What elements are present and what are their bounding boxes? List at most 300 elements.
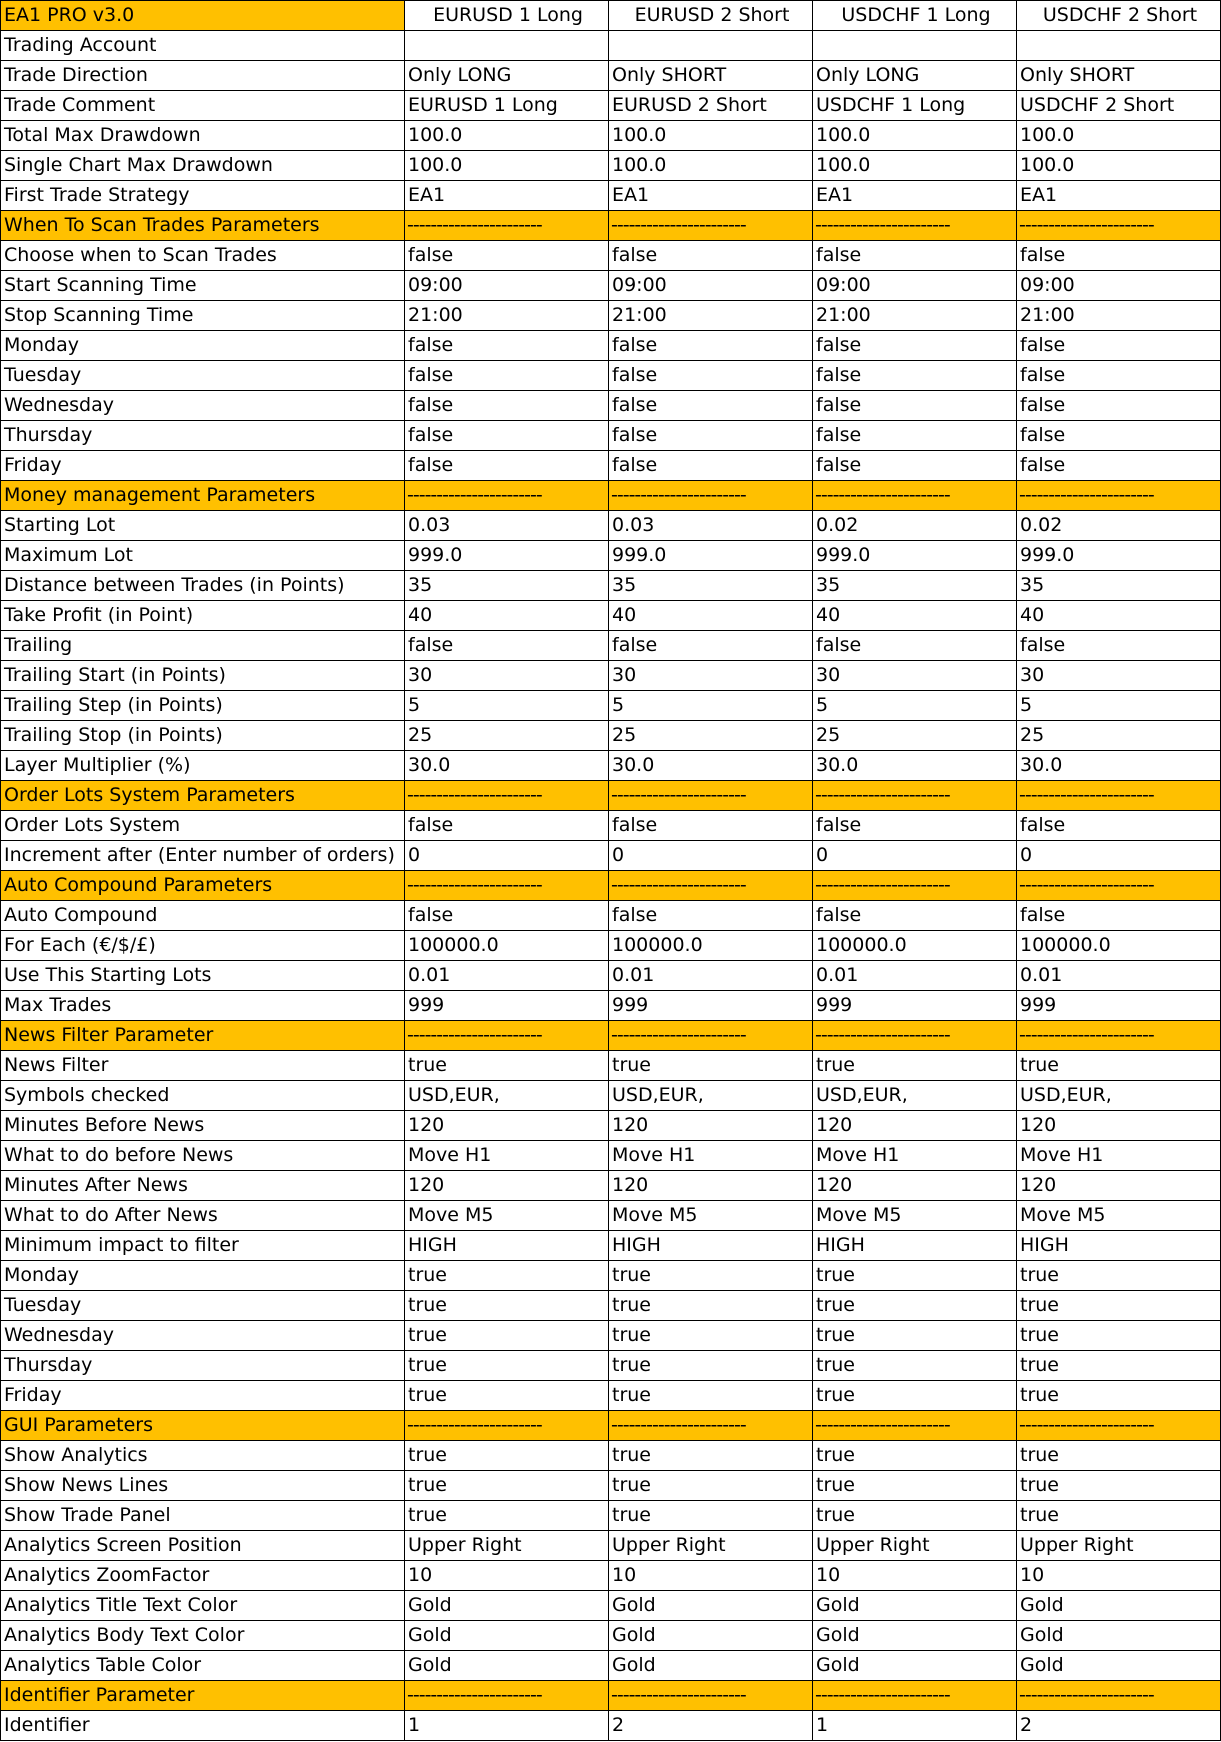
value-cell[interactable]: true <box>609 1351 813 1381</box>
value-cell[interactable]: 120 <box>1017 1171 1221 1201</box>
table-row <box>1 1531 1221 1561</box>
row-label[interactable]: Wednesday <box>1 391 405 421</box>
value-cell[interactable]: Gold <box>405 1651 609 1681</box>
value-cell[interactable]: EURUSD 2 Short <box>609 91 813 121</box>
value-cell[interactable]: 100.0 <box>405 151 609 181</box>
row-label[interactable]: Minutes Before News <box>1 1111 405 1141</box>
value-cell[interactable]: 21:00 <box>609 301 813 331</box>
row-label[interactable]: Analytics Title Text Color <box>1 1591 405 1621</box>
section-divider-cell[interactable]: ----------------------- <box>1017 781 1221 811</box>
value-cell[interactable]: true <box>405 1471 609 1501</box>
section-title[interactable]: When To Scan Trades Parameters <box>1 211 405 241</box>
sheet-title[interactable]: EA1 PRO v3.0 <box>1 1 405 31</box>
row-label[interactable]: Starting Lot <box>1 511 405 541</box>
value-cell[interactable]: 100000.0 <box>1017 931 1221 961</box>
section-divider-cell[interactable]: ----------------------- <box>405 1411 609 1441</box>
value-cell[interactable]: false <box>609 331 813 361</box>
row-label[interactable]: Thursday <box>1 421 405 451</box>
row-label[interactable]: Show Trade Panel <box>1 1501 405 1531</box>
row-label[interactable]: Show Analytics <box>1 1441 405 1471</box>
row-label[interactable]: First Trade Strategy <box>1 181 405 211</box>
value-cell[interactable]: 09:00 <box>1017 271 1221 301</box>
value-cell[interactable]: 2 <box>609 1711 813 1741</box>
value-cell[interactable]: 100000.0 <box>813 931 1017 961</box>
value-cell[interactable]: 30 <box>405 661 609 691</box>
value-cell[interactable]: 0 <box>405 841 609 871</box>
value-cell[interactable]: true <box>1017 1321 1221 1351</box>
value-cell[interactable]: false <box>813 331 1017 361</box>
row-label[interactable]: Choose when to Scan Trades <box>1 241 405 271</box>
section-divider-cell[interactable]: ----------------------- <box>609 211 813 241</box>
value-cell[interactable]: Upper Right <box>405 1531 609 1561</box>
value-cell[interactable]: 35 <box>405 571 609 601</box>
value-cell[interactable]: false <box>1017 451 1221 481</box>
row-label[interactable]: Start Scanning Time <box>1 271 405 301</box>
value-cell[interactable]: Gold <box>1017 1621 1221 1651</box>
value-cell[interactable]: 40 <box>609 601 813 631</box>
value-cell[interactable]: 100.0 <box>609 121 813 151</box>
value-cell[interactable]: false <box>405 331 609 361</box>
value-cell[interactable]: 999 <box>1017 991 1221 1021</box>
value-cell[interactable]: 0 <box>1017 841 1221 871</box>
value-cell[interactable]: false <box>609 901 813 931</box>
value-cell[interactable]: USD,EUR, <box>1017 1081 1221 1111</box>
value-cell[interactable]: 120 <box>1017 1111 1221 1141</box>
value-cell[interactable]: false <box>405 811 609 841</box>
value-cell[interactable]: 100000.0 <box>405 931 609 961</box>
row-label[interactable]: Trade Comment <box>1 91 405 121</box>
value-cell[interactable]: Gold <box>609 1591 813 1621</box>
column-header[interactable]: USDCHF 2 Short <box>1017 1 1221 31</box>
value-cell[interactable]: false <box>813 421 1017 451</box>
value-cell[interactable]: true <box>609 1261 813 1291</box>
value-cell[interactable]: true <box>609 1501 813 1531</box>
row-label[interactable]: Identifier <box>1 1711 405 1741</box>
row-label[interactable]: Order Lots System <box>1 811 405 841</box>
value-cell[interactable]: 30 <box>609 661 813 691</box>
value-cell[interactable]: false <box>1017 391 1221 421</box>
section-divider-cell[interactable]: ----------------------- <box>1017 1021 1221 1051</box>
value-cell[interactable]: true <box>609 1381 813 1411</box>
value-cell[interactable]: 5 <box>813 691 1017 721</box>
value-cell[interactable]: 09:00 <box>813 271 1017 301</box>
table-row <box>1 1201 1221 1231</box>
table-row <box>1 1651 1221 1681</box>
value-cell[interactable]: HIGH <box>609 1231 813 1261</box>
value-cell[interactable]: true <box>405 1381 609 1411</box>
value-cell[interactable]: 35 <box>609 571 813 601</box>
row-label[interactable]: Increment after (Enter number of orders) <box>1 841 405 871</box>
value-cell[interactable]: 100.0 <box>609 151 813 181</box>
section-row <box>1 1681 1221 1711</box>
value-cell[interactable]: USD,EUR, <box>609 1081 813 1111</box>
row-label[interactable]: Total Max Drawdown <box>1 121 405 151</box>
row-label[interactable]: Trailing <box>1 631 405 661</box>
section-divider-cell[interactable]: ----------------------- <box>1017 1681 1221 1711</box>
value-cell[interactable]: 25 <box>405 721 609 751</box>
section-title[interactable]: Money management Parameters <box>1 481 405 511</box>
value-cell[interactable]: false <box>813 361 1017 391</box>
value-cell[interactable]: true <box>813 1381 1017 1411</box>
value-cell[interactable]: EA1 <box>813 181 1017 211</box>
value-cell[interactable]: 100.0 <box>813 121 1017 151</box>
value-cell[interactable]: 40 <box>813 601 1017 631</box>
value-cell[interactable]: false <box>405 421 609 451</box>
value-cell[interactable]: 999 <box>609 991 813 1021</box>
value-cell[interactable]: EURUSD 1 Long <box>405 91 609 121</box>
row-label[interactable]: Wednesday <box>1 1321 405 1351</box>
section-divider-cell[interactable]: ----------------------- <box>1017 1411 1221 1441</box>
value-cell[interactable]: false <box>813 391 1017 421</box>
value-cell[interactable]: Move M5 <box>1017 1201 1221 1231</box>
value-cell[interactable]: 0.01 <box>813 961 1017 991</box>
value-cell[interactable]: false <box>813 631 1017 661</box>
row-label[interactable]: Analytics Body Text Color <box>1 1621 405 1651</box>
section-title[interactable]: Identifier Parameter <box>1 1681 405 1711</box>
value-cell[interactable]: Gold <box>1017 1651 1221 1681</box>
row-label[interactable]: Symbols checked <box>1 1081 405 1111</box>
row-label[interactable]: For Each (€/$/£) <box>1 931 405 961</box>
value-cell[interactable]: true <box>405 1321 609 1351</box>
section-divider-cell[interactable]: ----------------------- <box>405 481 609 511</box>
section-divider-cell[interactable]: ----------------------- <box>609 1411 813 1441</box>
value-cell[interactable]: false <box>609 391 813 421</box>
value-cell[interactable]: 1 <box>405 1711 609 1741</box>
value-cell[interactable]: true <box>1017 1351 1221 1381</box>
section-divider-cell[interactable]: ----------------------- <box>405 1021 609 1051</box>
value-cell[interactable]: true <box>1017 1261 1221 1291</box>
value-cell[interactable]: false <box>813 241 1017 271</box>
value-cell[interactable]: true <box>405 1351 609 1381</box>
value-cell[interactable]: Gold <box>813 1591 1017 1621</box>
value-cell[interactable]: true <box>813 1471 1017 1501</box>
value-cell[interactable]: 09:00 <box>405 271 609 301</box>
value-cell[interactable]: true <box>813 1501 1017 1531</box>
section-divider-cell[interactable]: ----------------------- <box>813 1021 1017 1051</box>
value-cell[interactable]: 5 <box>405 691 609 721</box>
row-label[interactable]: Minutes After News <box>1 1171 405 1201</box>
value-cell[interactable]: Gold <box>813 1651 1017 1681</box>
value-cell[interactable]: 999 <box>813 991 1017 1021</box>
value-cell[interactable]: 120 <box>609 1171 813 1201</box>
value-cell[interactable]: true <box>813 1291 1017 1321</box>
value-cell[interactable]: Move H1 <box>813 1141 1017 1171</box>
value-cell[interactable] <box>405 31 609 61</box>
value-cell[interactable]: HIGH <box>1017 1231 1221 1261</box>
value-cell[interactable]: 999 <box>405 991 609 1021</box>
value-cell[interactable]: 30.0 <box>609 751 813 781</box>
value-cell[interactable]: true <box>1017 1051 1221 1081</box>
value-cell[interactable]: 21:00 <box>813 301 1017 331</box>
value-cell[interactable]: true <box>1017 1441 1221 1471</box>
value-cell[interactable]: Gold <box>405 1621 609 1651</box>
value-cell[interactable]: 120 <box>813 1111 1017 1141</box>
value-cell[interactable]: true <box>1017 1291 1221 1321</box>
value-cell[interactable]: true <box>609 1051 813 1081</box>
value-cell[interactable]: Move M5 <box>609 1201 813 1231</box>
section-divider-cell[interactable]: ----------------------- <box>1017 871 1221 901</box>
row-label[interactable]: Trailing Start (in Points) <box>1 661 405 691</box>
value-cell[interactable]: Upper Right <box>609 1531 813 1561</box>
table-row <box>1 1501 1221 1531</box>
value-cell[interactable]: 10 <box>609 1561 813 1591</box>
row-label[interactable]: What to do before News <box>1 1141 405 1171</box>
row-label[interactable]: Monday <box>1 331 405 361</box>
row-label[interactable]: Monday <box>1 1261 405 1291</box>
value-cell[interactable]: 999.0 <box>813 541 1017 571</box>
value-cell[interactable]: 0.02 <box>813 511 1017 541</box>
value-cell[interactable]: 09:00 <box>609 271 813 301</box>
row-label[interactable]: News Filter <box>1 1051 405 1081</box>
value-cell[interactable]: 2 <box>1017 1711 1221 1741</box>
table-row <box>1 571 1221 601</box>
section-divider-cell[interactable]: ----------------------- <box>813 211 1017 241</box>
row-label[interactable]: Maximum Lot <box>1 541 405 571</box>
value-cell[interactable]: 30.0 <box>813 751 1017 781</box>
row-label[interactable]: Show News Lines <box>1 1471 405 1501</box>
value-cell[interactable]: true <box>405 1291 609 1321</box>
value-cell[interactable]: 0.03 <box>405 511 609 541</box>
value-cell[interactable]: 100.0 <box>1017 151 1221 181</box>
value-cell[interactable]: 100.0 <box>813 151 1017 181</box>
section-divider-cell[interactable]: ----------------------- <box>813 1681 1017 1711</box>
row-label[interactable]: Use This Starting Lots <box>1 961 405 991</box>
value-cell[interactable]: 100.0 <box>1017 121 1221 151</box>
value-cell[interactable]: USD,EUR, <box>405 1081 609 1111</box>
row-label[interactable]: Auto Compound <box>1 901 405 931</box>
value-cell[interactable]: 40 <box>405 601 609 631</box>
section-divider-cell[interactable]: ----------------------- <box>609 871 813 901</box>
value-cell[interactable]: EA1 <box>1017 181 1221 211</box>
value-cell[interactable]: false <box>405 361 609 391</box>
value-cell[interactable]: false <box>609 421 813 451</box>
value-cell[interactable]: false <box>813 451 1017 481</box>
value-cell[interactable]: true <box>609 1291 813 1321</box>
value-cell[interactable]: Gold <box>609 1651 813 1681</box>
value-cell[interactable]: Move H1 <box>609 1141 813 1171</box>
value-cell[interactable]: false <box>1017 421 1221 451</box>
row-label[interactable]: Layer Multiplier (%) <box>1 751 405 781</box>
row-label[interactable]: Take Profit (in Point) <box>1 601 405 631</box>
value-cell[interactable]: 10 <box>813 1561 1017 1591</box>
value-cell[interactable]: true <box>813 1441 1017 1471</box>
column-header[interactable]: EURUSD 2 Short <box>609 1 813 31</box>
value-cell[interactable]: Upper Right <box>1017 1531 1221 1561</box>
value-cell[interactable]: USD,EUR, <box>813 1081 1017 1111</box>
value-cell[interactable]: 0.03 <box>609 511 813 541</box>
value-cell[interactable]: 30 <box>1017 661 1221 691</box>
section-divider-cell[interactable]: ----------------------- <box>405 781 609 811</box>
column-header[interactable]: USDCHF 1 Long <box>813 1 1017 31</box>
row-label[interactable]: Friday <box>1 1381 405 1411</box>
value-cell[interactable]: 100.0 <box>405 121 609 151</box>
value-cell[interactable]: 21:00 <box>405 301 609 331</box>
value-cell[interactable]: 35 <box>1017 571 1221 601</box>
row-label[interactable]: Single Chart Max Drawdown <box>1 151 405 181</box>
value-cell[interactable]: 25 <box>813 721 1017 751</box>
value-cell[interactable]: 120 <box>813 1171 1017 1201</box>
value-cell[interactable]: 25 <box>609 721 813 751</box>
value-cell[interactable]: 0 <box>609 841 813 871</box>
section-divider-cell[interactable]: ----------------------- <box>813 871 1017 901</box>
value-cell[interactable]: USDCHF 2 Short <box>1017 91 1221 121</box>
section-divider-cell[interactable]: ----------------------- <box>609 781 813 811</box>
row-label[interactable]: Max Trades <box>1 991 405 1021</box>
value-cell[interactable]: 999.0 <box>1017 541 1221 571</box>
value-cell[interactable]: 0 <box>813 841 1017 871</box>
value-cell[interactable]: 0.01 <box>405 961 609 991</box>
section-divider-cell[interactable]: ----------------------- <box>405 211 609 241</box>
table-row <box>1 841 1221 871</box>
value-cell[interactable]: false <box>405 391 609 421</box>
value-cell[interactable]: 999.0 <box>609 541 813 571</box>
value-cell[interactable]: 30 <box>813 661 1017 691</box>
value-cell[interactable]: true <box>1017 1471 1221 1501</box>
value-cell[interactable]: true <box>609 1321 813 1351</box>
value-cell[interactable]: false <box>609 241 813 271</box>
value-cell[interactable]: true <box>1017 1381 1221 1411</box>
value-cell[interactable]: false <box>813 901 1017 931</box>
value-cell[interactable]: true <box>405 1501 609 1531</box>
value-cell[interactable]: HIGH <box>405 1231 609 1261</box>
section-divider-cell[interactable]: ----------------------- <box>1017 211 1221 241</box>
value-cell[interactable]: false <box>609 361 813 391</box>
value-cell[interactable]: true <box>609 1471 813 1501</box>
row-label[interactable]: Friday <box>1 451 405 481</box>
value-cell[interactable]: 100000.0 <box>609 931 813 961</box>
value-cell[interactable]: false <box>1017 331 1221 361</box>
value-cell[interactable]: Only LONG <box>813 61 1017 91</box>
value-cell[interactable]: 5 <box>609 691 813 721</box>
value-cell[interactable]: 10 <box>405 1561 609 1591</box>
section-divider-cell[interactable]: ----------------------- <box>609 1021 813 1051</box>
section-title[interactable]: News Filter Parameter <box>1 1021 405 1051</box>
section-divider-cell[interactable]: ----------------------- <box>609 1681 813 1711</box>
value-cell[interactable]: EA1 <box>609 181 813 211</box>
value-cell[interactable]: 5 <box>1017 691 1221 721</box>
value-cell[interactable]: false <box>609 811 813 841</box>
value-cell[interactable]: 120 <box>405 1111 609 1141</box>
section-divider-cell[interactable]: ----------------------- <box>813 1411 1017 1441</box>
value-cell[interactable]: 1 <box>813 1711 1017 1741</box>
value-cell[interactable]: 0.01 <box>609 961 813 991</box>
value-cell[interactable]: true <box>405 1051 609 1081</box>
section-divider-cell[interactable]: ----------------------- <box>813 481 1017 511</box>
row-label[interactable]: Trailing Stop (in Points) <box>1 721 405 751</box>
row-label[interactable]: Tuesday <box>1 361 405 391</box>
row-label[interactable]: What to do After News <box>1 1201 405 1231</box>
value-cell[interactable]: 30.0 <box>405 751 609 781</box>
value-cell[interactable]: false <box>405 901 609 931</box>
value-cell[interactable]: Gold <box>813 1621 1017 1651</box>
section-divider-cell[interactable]: ----------------------- <box>405 1681 609 1711</box>
value-cell[interactable]: false <box>609 451 813 481</box>
value-cell[interactable]: 0.01 <box>1017 961 1221 991</box>
row-label[interactable]: Thursday <box>1 1351 405 1381</box>
table-row <box>1 1621 1221 1651</box>
row-label[interactable]: Trade Direction <box>1 61 405 91</box>
row-label[interactable]: Minimum impact to filter <box>1 1231 405 1261</box>
value-cell[interactable]: Move H1 <box>1017 1141 1221 1171</box>
value-cell[interactable]: true <box>405 1261 609 1291</box>
value-cell[interactable]: Move H1 <box>405 1141 609 1171</box>
row-label[interactable]: Distance between Trades (in Points) <box>1 571 405 601</box>
value-cell[interactable]: 40 <box>1017 601 1221 631</box>
value-cell[interactable]: false <box>405 631 609 661</box>
value-cell[interactable]: false <box>1017 631 1221 661</box>
table-row <box>1 1141 1221 1171</box>
value-cell[interactable]: true <box>1017 1501 1221 1531</box>
section-title[interactable]: GUI Parameters <box>1 1411 405 1441</box>
table-row <box>1 1231 1221 1261</box>
value-cell[interactable]: Move M5 <box>405 1201 609 1231</box>
row-label[interactable]: Analytics ZoomFactor <box>1 1561 405 1591</box>
section-title[interactable]: Order Lots System Parameters <box>1 781 405 811</box>
value-cell[interactable]: true <box>813 1351 1017 1381</box>
section-divider-cell[interactable]: ----------------------- <box>405 871 609 901</box>
row-label[interactable]: Analytics Table Color <box>1 1651 405 1681</box>
value-cell[interactable]: 25 <box>1017 721 1221 751</box>
value-cell[interactable]: EA1 <box>405 181 609 211</box>
value-cell[interactable]: Upper Right <box>813 1531 1017 1561</box>
value-cell[interactable]: false <box>405 241 609 271</box>
value-cell[interactable]: Gold <box>1017 1591 1221 1621</box>
value-cell[interactable]: Only LONG <box>405 61 609 91</box>
value-cell[interactable]: USDCHF 1 Long <box>813 91 1017 121</box>
value-cell[interactable]: true <box>813 1321 1017 1351</box>
row-label[interactable]: Trading Account <box>1 31 405 61</box>
value-cell[interactable] <box>609 31 813 61</box>
value-cell[interactable]: true <box>813 1261 1017 1291</box>
section-divider-cell[interactable]: ----------------------- <box>609 481 813 511</box>
value-cell[interactable]: Gold <box>609 1621 813 1651</box>
row-label[interactable]: Tuesday <box>1 1291 405 1321</box>
row-label[interactable]: Analytics Screen Position <box>1 1531 405 1561</box>
value-cell[interactable]: Move M5 <box>813 1201 1017 1231</box>
value-cell[interactable]: 21:00 <box>1017 301 1221 331</box>
value-cell[interactable]: false <box>1017 361 1221 391</box>
column-header[interactable]: EURUSD 1 Long <box>405 1 609 31</box>
value-cell[interactable]: false <box>1017 811 1221 841</box>
value-cell[interactable]: true <box>813 1051 1017 1081</box>
value-cell[interactable]: true <box>405 1441 609 1471</box>
value-cell[interactable]: true <box>609 1441 813 1471</box>
value-cell[interactable]: 30.0 <box>1017 751 1221 781</box>
value-cell[interactable]: false <box>1017 901 1221 931</box>
row-label[interactable]: Stop Scanning Time <box>1 301 405 331</box>
value-cell[interactable]: Only SHORT <box>609 61 813 91</box>
value-cell[interactable]: false <box>405 451 609 481</box>
value-cell[interactable]: Gold <box>405 1591 609 1621</box>
value-cell[interactable]: false <box>609 631 813 661</box>
value-cell[interactable]: 35 <box>813 571 1017 601</box>
value-cell[interactable]: 120 <box>405 1171 609 1201</box>
value-cell[interactable]: false <box>813 811 1017 841</box>
section-title[interactable]: Auto Compound Parameters <box>1 871 405 901</box>
value-cell[interactable]: Only SHORT <box>1017 61 1221 91</box>
value-cell[interactable] <box>1017 31 1221 61</box>
value-cell[interactable]: HIGH <box>813 1231 1017 1261</box>
value-cell[interactable]: false <box>1017 241 1221 271</box>
value-cell[interactable]: 120 <box>609 1111 813 1141</box>
section-divider-cell[interactable]: ----------------------- <box>1017 481 1221 511</box>
section-divider-cell[interactable]: ----------------------- <box>813 781 1017 811</box>
value-cell[interactable] <box>813 31 1017 61</box>
value-cell[interactable]: 10 <box>1017 1561 1221 1591</box>
value-cell[interactable]: 999.0 <box>405 541 609 571</box>
value-cell[interactable]: 0.02 <box>1017 511 1221 541</box>
row-label[interactable]: Trailing Step (in Points) <box>1 691 405 721</box>
